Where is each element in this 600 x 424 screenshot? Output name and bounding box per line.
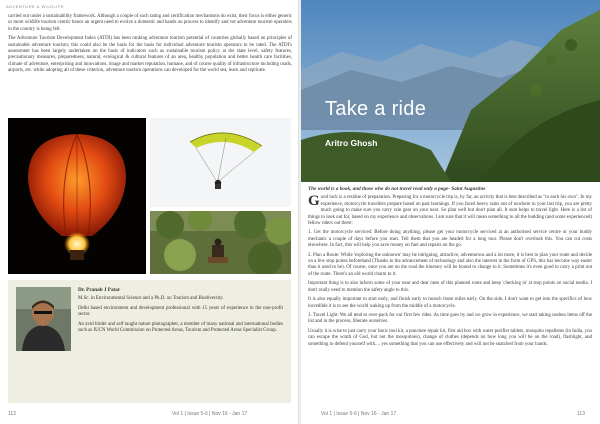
bio-paragraph-3: An avid birder and self taught nature photographer, a member of many national and international bodies such as IUCN World Commission on Protected Areas, Tourism and Protected Areas Specialist Group. — [78, 321, 283, 334]
hero-mountain-photo — [301, 0, 600, 182]
author-photo — [16, 287, 71, 351]
issue-info-left: Vol 1 | Issue 5-6 | Nov 16 - Jan 17 — [172, 411, 248, 417]
paraglider-photo — [150, 118, 291, 207]
article-quote: The world is a book, and those who do not travel read only a page- Saint Augustine — [308, 186, 486, 192]
article-paragraph-1-text: ood luck is a residue of preparation. Preparing for a motorcycle trip is, by far, an activity that is best described as "to each his own". In my experience, motorcycle travellers prepare based on past learnings. If you faced heavy rains out of nowhere in your last trip, you are pretty much going to make sure you carry rain gear on your next. So plan well but don't plan all. It sure helps to travel light. Here is a list of things to look out for, based on my experience and observations. I am sure that it will mean something to all the budding (and some experienced) fellow riders out there: — [308, 195, 592, 227]
issue-info-right: Vol 1 | Issue 5-6 | Nov 16 - Jan 17 — [321, 411, 397, 417]
intro-paragraph-2: The Adventure Tourism Development Index (ATDI) has been ranking adventure tourism potential of countries globally based on principles of sustainable adventure tourism; this could also be the basis for the basis for individual adventure tourism operators to be rated. The ATDI's assessment has been largely undertaken on the basis of indicators such as sustainable tourism policy at the state level, safety features, precautionary measures, preparedness, natural, ecological & cultural features of an area, healthy population and better health care facilities, climate of adventure, enterprising and innovations, image and market reputation, humane, and of course quality of infrastructure including roads, airports, etc. while adopting all of these criterion, adventure tourism operations can developed for the world sea, learn and replicate. — [8, 36, 292, 74]
intro-text — [8, 14, 292, 78]
article-paragraph-1 — [308, 195, 592, 227]
page-number-left: 112 — [8, 411, 16, 417]
article-paragraph-7: Usually it is wise to just carry your basic tool kit, a puncture repair kit, first aid box with water purifier tablets, mosquito repellents (in India, you can escape the wrath of God, but not the mosquitoes), change of clothes (depends on how long you will be on the road), flashlight, and something to defend yourself with.... yes something that you can use effectively and will not be snatched from your hands. — [308, 328, 592, 347]
article-paragraph-2: 1. Get the motorcycle serviced: Before doing anything, please get your motorcycle serviced at an authorised service centre or your buddy mechanic a couple of days before you start. Tell them that you are headed for a long tour. Please don't overlook this. You can cut costs elsewhere. In fact, this will help you save money on fuel and repairs on the go. — [308, 230, 592, 249]
right-page — [301, 0, 600, 424]
bio-paragraph-1: M.Sc. in Environmental Science and a Ph.D. on Tourism and Biodiversity. — [78, 296, 224, 302]
page-number-right: 113 — [577, 411, 585, 417]
article-paragraph-4: Important thing is to also inform some of your near and dear ones of this planned route and keep 'checking in' at stop points on social media. I don't really need to mention the safety angle to this. — [308, 281, 592, 293]
hot-air-balloon-photo — [8, 118, 146, 274]
author-name: Dr. Pranab J Patar — [78, 287, 121, 293]
article-title: Take a ride — [325, 98, 427, 120]
article-paragraph-5: It is also equally important to start early, and finish early to munch those miles early. On the side, I don't want to get into the specifics of how incredible it is to see the world waking up from the middle of a motorcycle. — [308, 297, 592, 309]
intro-paragraph-1: carried out under a sustainability framework. Although a couple of such rating and certification mechanisms do exist, their focus is either generic or more wildlife tourism centric hence an urgent need to evolve a domestic and hands on process to identify and vet adventure tourism operators in the country is being felt. — [8, 14, 292, 32]
author-bio-box — [8, 280, 291, 403]
article-body — [308, 186, 592, 351]
article-paragraph-3: 2. Plan a Route: While 'exploring the unknown' may be intriguing, attractive, adventurous and a lot more, it is best to plan your route and decide on a few stop points beforehand (Thanks to the advancement of technology and also the internet in the form of GPS, this has become way easier than it used to be). Of course, once you are on the road the itinerary will be bound to change to it. Sometimes it's even good to carry a print out of the route. There's an old world charm to it. — [308, 252, 592, 277]
drop-cap: G — [308, 193, 320, 210]
author-bio-text — [78, 287, 283, 337]
article-author: Aritro Ghosh — [325, 138, 378, 148]
forest-rider-photo — [150, 211, 291, 274]
bio-paragraph-2: Delhi based environment and development professional with 15 years of experience in the non-profit sector. — [78, 305, 283, 318]
section-label: ADVENTURE & WILDLIFE — [6, 4, 65, 9]
article-paragraph-6: 3. Travel Light: We all tend to over-pack for our first few rides. As time goes by and we grow in experience, we start taking useless items off the list and in the process, liberate ourselves. — [308, 312, 592, 325]
left-page — [0, 0, 299, 424]
